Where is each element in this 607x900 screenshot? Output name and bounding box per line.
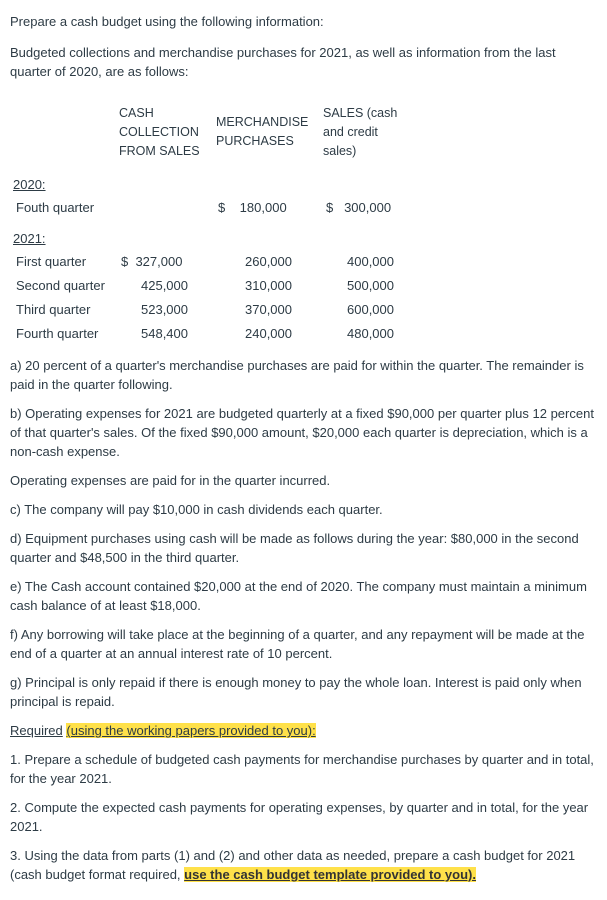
year-2021-label: 2021: — [13, 231, 46, 246]
required-item-1: 1. Prepare a schedule of budgeted cash payments for merchandise purchases by quarter and in total, for the year 2021. — [10, 752, 594, 786]
cell-merch: 370,000 — [245, 302, 292, 317]
row-label: Fourth quarter — [16, 326, 99, 341]
note-a: a) 20 percent of a quarter's merchandise purchases are paid for within the quarter. The remainder is paid in the quarter following. — [10, 358, 584, 392]
required-item-2: 2. Compute the expected cash payments for operating expenses, by quarter and in total, for the year 2021. — [10, 800, 589, 834]
note-c: c) The company will pay $10,000 in cash dividends each quarter. — [10, 502, 383, 517]
header-cash-3: FROM SALES — [119, 144, 200, 158]
header-sales-2: and credit — [323, 125, 378, 139]
note-e: e) The Cash account contained $20,000 at the end of 2020. The company must maintain a minimum cash balance of at least $18,000. — [10, 579, 587, 613]
year-2020-label: 2020: — [13, 177, 46, 192]
cell-cash: 425,000 — [141, 278, 188, 293]
required-heading — [10, 721, 600, 740]
row-label: Third quarter — [16, 302, 91, 317]
template-link[interactable]: use the cash budget template provided to you). — [184, 867, 476, 882]
header-merch-2: PURCHASES — [216, 134, 294, 148]
note-f: f) Any borrowing will take place at the beginning of a quarter, and any repayment will be made at the end of a quarter at an annual interest rate of 10 percent. — [10, 627, 585, 661]
cell-merch: $ 180,000 — [218, 200, 287, 215]
cell-sales: 480,000 — [347, 326, 394, 341]
note-d: d) Equipment purchases using cash will be made as follows during the year: $80,000 in the second quarter and $48,500 in the third quarter. — [10, 531, 579, 565]
intro-text: Prepare a cash budget using the following information: — [10, 14, 324, 29]
header-cash-1: CASH — [119, 106, 154, 120]
cell-merch: 240,000 — [245, 326, 292, 341]
header-cash-2: COLLECTION — [119, 125, 199, 139]
cell-sales: 600,000 — [347, 302, 394, 317]
row-label: First quarter — [16, 254, 87, 269]
intro-text-2: Budgeted collections and merchandise purchases for 2021, as well as information from the last quarter of 2020, are as follows: — [10, 45, 556, 79]
header-sales-3: sales) — [323, 144, 357, 158]
note-g: g) Principal is only repaid if there is enough money to pay the whole loan. Interest is paid only when principal is repaid. — [10, 675, 582, 709]
row-label: Fouth quarter — [16, 200, 95, 215]
cell-sales: $ 300,000 — [326, 200, 392, 215]
cell-merch: 260,000 — [245, 254, 292, 269]
required-item-3 — [10, 846, 600, 884]
cell-cash: 523,000 — [141, 302, 188, 317]
header-sales-1: SALES (cash — [323, 106, 398, 120]
cell-sales: 400,000 — [347, 254, 394, 269]
note-b: b) Operating expenses for 2021 are budgeted quarterly at a fixed $90,000 per quarter plus 12 percent of that quarter's sales. Of the fixed $90,000 amount, $20,000 each quarter is depreciation, which is a non-cash expense. — [10, 406, 594, 459]
note-b-paid: Operating expenses are paid for in the quarter incurred. — [10, 473, 331, 488]
cell-merch: 310,000 — [245, 278, 292, 293]
header-merch-1: MERCHANDISE — [216, 115, 309, 129]
required-item-3-text: 3. Using the data from parts (1) and (2) and other data as needed, prepare a cash budget for 2021 (cash budget format required, — [10, 848, 576, 882]
cell-sales: 500,000 — [347, 278, 394, 293]
required-highlight: (using the working papers provided to you): — [66, 723, 316, 738]
row-label: Second quarter — [16, 278, 105, 293]
cell-cash: 548,400 — [141, 326, 188, 341]
cell-cash: $ 327,000 — [121, 254, 183, 269]
required-label: Required — [10, 723, 63, 738]
